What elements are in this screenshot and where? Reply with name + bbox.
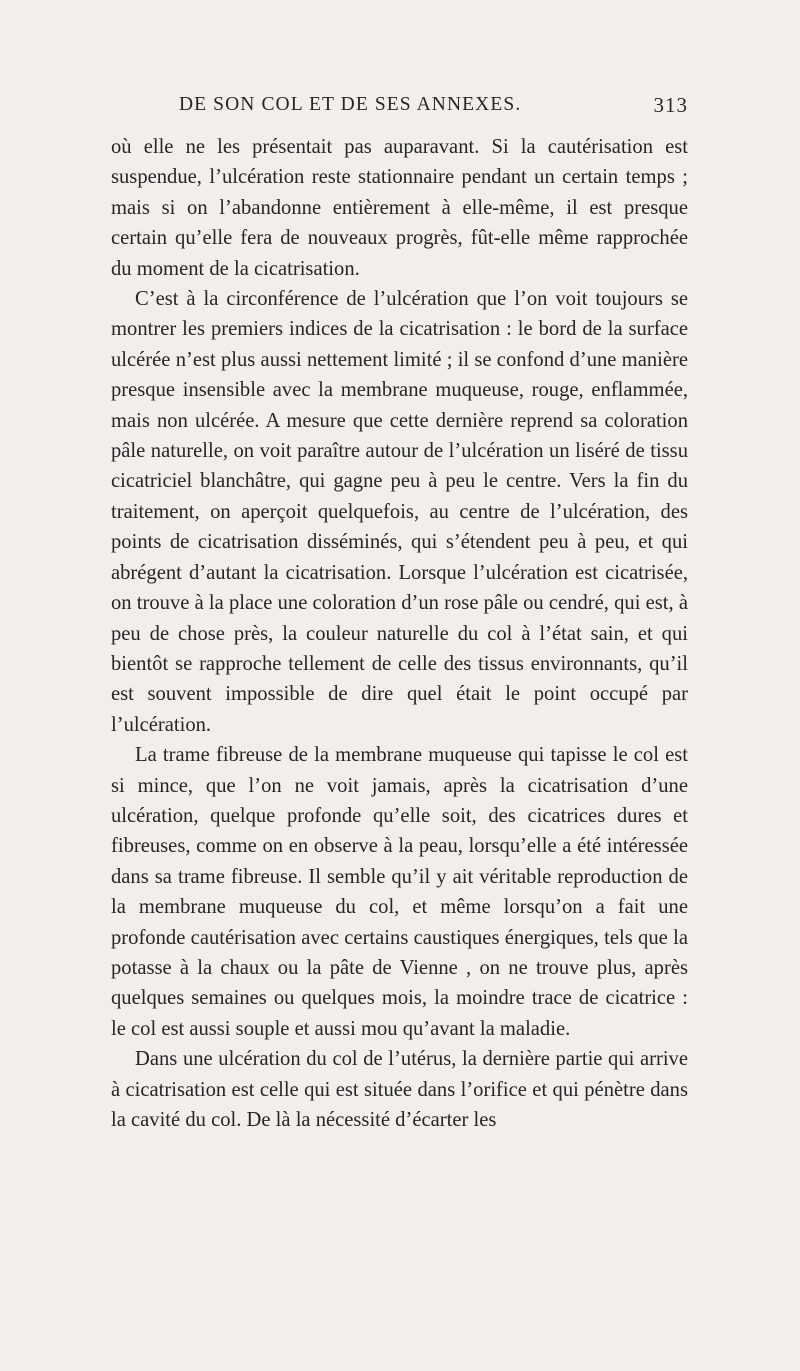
paragraph-4: Dans une ulcération du col de l’utérus, la dernière partie qui arrive à cicatrisation est celle qui est située dans l’orifice et qui pénètre dans la cavité du col. De là la nécessité d’écarter les (111, 1048, 688, 1131)
body-text (111, 132, 688, 1135)
page-number: 313 (653, 93, 688, 117)
running-head (111, 92, 688, 118)
paragraph-2: C’est à la circonférence de l’ulcération que l’on voit toujours se montrer les premiers indices de la cicatrisation : le bord de la surface ulcérée n’est plus aussi nettement limité ; il se confond d’une manière presque insensible avec la membrane muqueuse, rouge, enflammée, mais non ulcérée. A mesure que cette dernière reprend sa coloration pâle naturelle, on voit paraître autour de l’ulcération un liséré de tissu cicatriciel blanchâtre, qui gagne peu à peu le centre. Vers la fin du traitement, on aperçoit quelquefois, au centre de l’ulcération, des points de cicatrisation disséminés, qui s’étendent peu à peu, et qui abrégent d’autant la cicatrisation. Lorsque l’ulcération est cicatrisée, on trouve à la place une coloration d’un rose pâle ou cendré, qui est, à peu de chose près, la couleur naturelle du col à l’état sain, et qui bientôt se rapproche tellement de celle des tissus environnants, qu’il est souvent impossible de dire quel était le point occupé par l’ulcération. (111, 288, 688, 736)
paragraph-3: La trame fibreuse de la membrane muqueuse qui tapisse le col est si mince, que l’on ne voit jamais, après la cicatrisation d’une ulcération, quelque profonde qu’elle soit, des cicatrices dures et fibreuses, comme on en observe à la peau, lorsqu’elle a été intéressée dans sa trame fibreuse. Il semble qu’il y ait véritable reproduction de la membrane muqueuse du col, et même lorsqu’on a fait une profonde cautérisation avec certains caustiques énergiques, tels que la potasse à la chaux ou la pâte de Vienne , on ne trouve plus, après quelques semaines ou quelques mois, la moindre trace de cicatrice : le col est aussi souple et aussi mou qu’avant la maladie. (111, 744, 688, 1040)
paragraph-1: où elle ne les présentait pas auparavant. Si la cautérisation est suspendue, l’ulcération reste stationnaire pendant un certain temps ; mais si on l’abandonne entièrement à elle-même, il est presque certain qu’elle fera de nouveaux progrès, fût-elle même rapprochée du moment de la cicatrisation. (111, 136, 688, 280)
running-title: DE SON COL ET DE SES ANNEXES. (179, 94, 522, 115)
